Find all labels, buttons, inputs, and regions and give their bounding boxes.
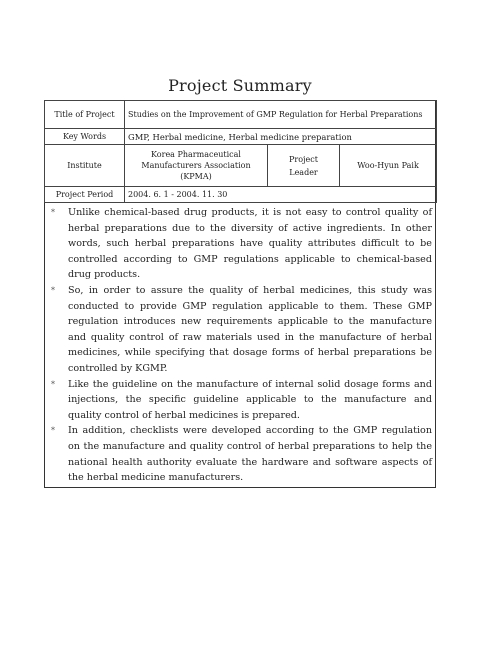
row-title bbox=[45, 101, 437, 129]
title-label: Title of Project bbox=[45, 101, 125, 129]
project-info-table bbox=[44, 100, 437, 203]
institute-label: Institute bbox=[45, 145, 125, 187]
summary-item bbox=[48, 283, 432, 377]
keywords-value: GMP, Herbal medicine, Herbal medicine preparation bbox=[125, 129, 437, 145]
summary-list bbox=[48, 205, 432, 486]
bullet-marker: * bbox=[51, 208, 55, 217]
row-period bbox=[45, 187, 437, 203]
leader-label: Project Leader bbox=[268, 145, 340, 187]
summary-text: In addition, checklists were developed according to the GMP regulation on the manufacture and quality control of herbal preparations to help the national health authority evaluate the hardware and software aspects of the herbal medicine manufacturers. bbox=[68, 425, 432, 484]
period-label: Project Period bbox=[45, 187, 125, 203]
row-institute bbox=[45, 145, 437, 187]
keywords-label: Key Words bbox=[45, 129, 125, 145]
bullet-marker: * bbox=[51, 426, 55, 436]
bullet-marker: * bbox=[51, 379, 55, 389]
institute-value: Korea Pharmaceutical Manufacturers Association (KPMA) bbox=[125, 145, 268, 187]
bullet-marker: * bbox=[51, 285, 55, 295]
summary-text: Unlike chemical-based drug products, it is not easy to control quality of herbal preparations due to the diversity of active ingredients. In other words, such herbal preparations have quality attributes difficult to be controlled according to GMP regulations applicable to chemical-based drug products. bbox=[68, 207, 432, 281]
row-keywords bbox=[45, 129, 437, 145]
summary-item bbox=[48, 205, 432, 283]
page-title: Project Summary bbox=[168, 76, 312, 95]
summary-item bbox=[48, 423, 432, 485]
title-value: Studies on the Improvement of GMP Regulation for Herbal Preparations bbox=[125, 101, 437, 129]
summary-text: So, in order to assure the quality of herbal medicines, this study was conducted to provide GMP regulation applicable to them. These GMP regulation introduces new requirements applicable to the manufacture and quality control of raw materials used in the manufacture of herbal medicines, while specifying that dosage forms of herbal preparations be controlled by KGMP. bbox=[68, 284, 432, 374]
summary-item bbox=[48, 377, 432, 424]
period-value: 2004. 6. 1 - 2004. 11. 30 bbox=[125, 187, 437, 203]
leader-value: Woo-Hyun Paik bbox=[340, 145, 437, 187]
summary-text: Like the guideline on the manufacture of internal solid dosage forms and injections, the specific guideline applicable to the manufacture and quality control of herbal medicines is prepared. bbox=[68, 378, 432, 421]
